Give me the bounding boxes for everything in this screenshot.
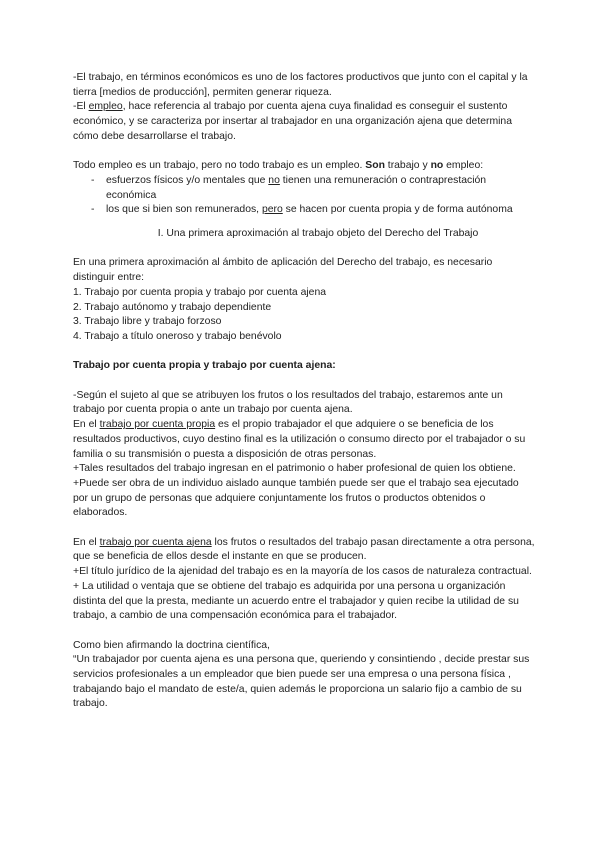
- document-page: [73, 71, 535, 712]
- ajena-paragraph-2: +El título jurídico de la ajenidad del trabajo es en la mayoría de los casos de naturaleza contractual.: [73, 566, 532, 578]
- lead-text-a: Todo empleo es un trabajo, pero no todo trabajo es un empleo.: [73, 160, 366, 172]
- intro-p2-prefix: -El: [73, 101, 89, 113]
- propia-paragraph-4: +Puede ser obra de un individuo aislado aunque también puede ser que el trabajo sea ejecutado por un grupo de personas que adquiere conjuntamente los frutos o productos obtenidos o elaborados.: [73, 477, 519, 519]
- propia-paragraph-2: En el trabajo por cuenta propia es el propio trabajador el que adquiere o se beneficia de los resultados productivos, cuyo destino final es la utilización o consumo directo por el trabajador o su familia o su transmisión o puesta a disposición de otras personas.: [73, 419, 526, 460]
- lead-bold-no: no: [430, 160, 444, 172]
- subheading: Trabajo por cuenta propia y trabajo por cuenta ajena:: [73, 360, 336, 372]
- lead-text-c: empleo:: [443, 160, 484, 172]
- list-item: - los que si bien son remunerados, pero se hacen por cuenta propia y de forma autónoma: [73, 203, 535, 218]
- ajena-paragraph-1: En el trabajo por cuenta ajena los frutos o resultados del trabajo pasan directamente a otra persona, que se beneficia de ellos desde el instante en que se producen.: [73, 536, 535, 563]
- doctrine-lead: Como bien afirmando la doctrina científica,: [73, 639, 270, 651]
- approach-item: 3. Trabajo libre y trabajo forzoso: [73, 316, 222, 328]
- intro-paragraph-1: -El trabajo, en términos económicos es uno de los factores productivos que junto con el capital y la tierra [medios de producción], permiten generar riqueza.: [73, 72, 528, 98]
- propia-paragraph-3: +Tales resultados del trabajo ingresan en el patrimonio o haber profesional de quien los obtiene.: [73, 463, 516, 475]
- section-title: I. Una primera aproximación al trabajo objeto del Derecho del Trabajo: [157, 228, 479, 240]
- lead-text-b: trabajo y: [384, 160, 431, 172]
- ajena-paragraph-3: + La utilidad o ventaja que se obtiene del trabajo es adquirida por una persona u organización distinta del que la presta, mediante un acuerdo entre el trabajador y quien recibe la utilidad de su trabajo, a cambio de una compensación económica para el trabajador.: [73, 580, 519, 622]
- cuenta-ajena-term: trabajo por cuenta ajena: [99, 536, 212, 548]
- approach-intro: En una primera aproximación al ámbito de aplicación del Derecho del trabajo, es necesario distinguir entre:: [73, 257, 493, 284]
- intro-paragraph-2: [73, 100, 535, 144]
- list-item: - esfuerzos físicos y/o mentales que no tienen una remuneración o contraprestación económica: [73, 174, 535, 203]
- approach-item: 2. Trabajo autónomo y trabajo dependiente: [73, 301, 272, 313]
- approach-item: 1. Trabajo por cuenta propia y trabajo por cuenta ajena: [73, 286, 327, 298]
- distinction-list: [73, 174, 535, 218]
- doctrine-quote: “Un trabajador por cuenta ajena es una persona que, queriendo y consintiendo , decide prestar sus servicios profesionales a un empleador que bien puede ser una empresa o una persona física , trabajando bajo el mandato de este/a, quien además le proporciona un salario fijo a cambio de su trabajo.: [73, 654, 530, 710]
- distinction-lead: [73, 159, 535, 174]
- cuenta-propia-term: trabajo por cuenta propia: [99, 419, 216, 431]
- lead-bold-son: Son: [365, 160, 385, 172]
- approach-item: 4. Trabajo a título oneroso y trabajo benévolo: [73, 330, 282, 342]
- intro-p2-suffix: , hace referencia al trabajo por cuenta ajena cuya finalidad es conseguir el sustento económico, y se caracteriza por insertar al trabajador en una organización ajena que determina cómo debe desarrollarse el trabajo.: [73, 101, 512, 142]
- propia-paragraph-1: -Según el sujeto al que se atribuyen los frutos o los resultados del trabajo, estaremos ante un trabajo por cuenta propia o ante un trabajo por cuenta ajena.: [73, 389, 503, 416]
- empleo-term: empleo: [88, 101, 123, 113]
